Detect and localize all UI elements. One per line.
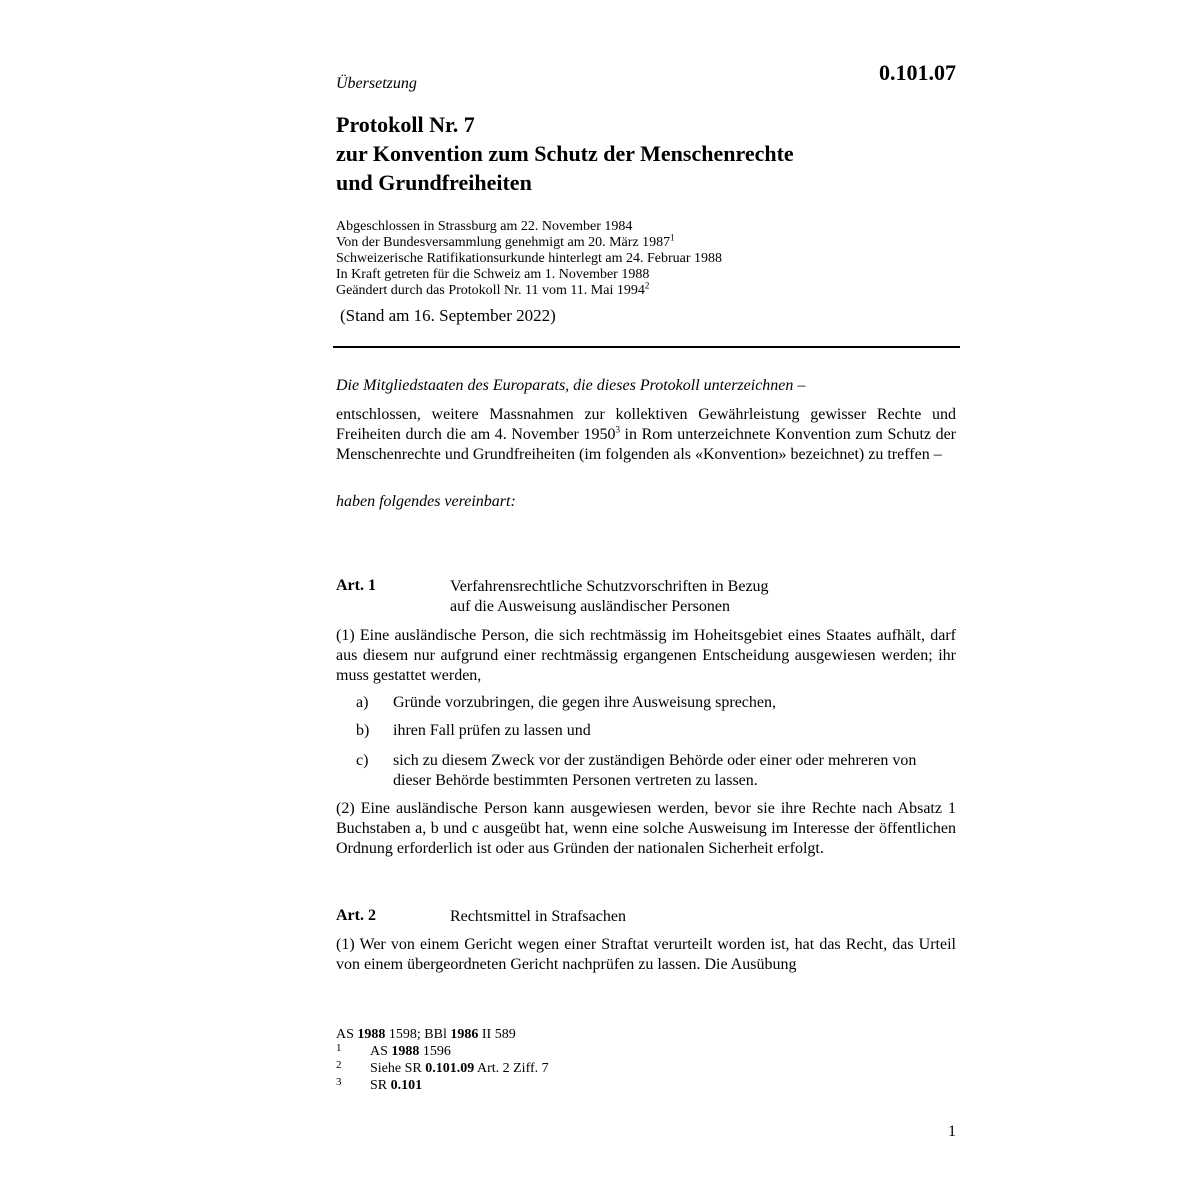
article-2-number: Art. 2 (336, 907, 376, 924)
footnote-ref-1[interactable]: 1 (670, 232, 675, 243)
title-line-2: zur Konvention zum Schutz der Menschenrechte (336, 141, 794, 166)
meta-ratification: Schweizerische Ratifikationsurkunde hinterlegt am 24. Februar 1988 (336, 251, 723, 266)
translation-label: Übersetzung (336, 75, 417, 92)
article-1-number: Art. 1 (336, 577, 376, 594)
meta-in-force: In Kraft getreten für die Schweiz am 1. November 1988 (336, 267, 650, 282)
preamble-text: entschlossen, weitere Massnahmen zur kollektiven Gewährleistung gewisser Rechte und Freiheiten durch die am 4. November 1950$^3$ in Rom unterzeichnete Konvention zum Schutz der Menschenrechte und Grundfreiheiten (im folgenden als «Konvention» bezeichnet) zu treffen – (336, 406, 957, 463)
article-1-heading: Verfahrensrechtliche Schutzvorschriften in Bezug auf die Ausweisung ausländischer Personen (450, 578, 769, 615)
footnote-1: 1 AS 1988 1596 (336, 1042, 451, 1059)
preamble-intro: Die Mitgliedstaaten des Europarats, die dieses Protokoll unterzeichnen – (336, 377, 806, 394)
title-line-1: Protokoll Nr. 7 (336, 112, 475, 137)
article-2-heading: Rechtsmittel in Strafsachen (450, 908, 626, 925)
doc-number: 0.101.07 (879, 60, 956, 85)
list-item-text: Gründe vorzubringen, die gegen ihre Ausweisung sprechen, (393, 694, 776, 711)
meta-concluded: Abgeschlossen in Strassburg am 22. November 1984 (336, 219, 633, 234)
title-line-3: und Grundfreiheiten (336, 170, 532, 195)
article-1-para-2: (2) Eine ausländische Person kann ausgewiesen werden, bevor sie ihre Rechte nach Absatz 1 Buchstaben a, b und c ausgeübt hat, wenn eine solche Ausweisung im Interesse der öffentlichen Ordnung erforderlich ist oder aus Gründen der nationalen Sicherheit erfolgt. (336, 800, 956, 857)
metadata-block (336, 219, 722, 299)
footnote-2: 2 Siehe SR 0.101.09 Art. 2 Ziff. 7 (336, 1059, 549, 1076)
footnote-3: 3 SR 0.101 (336, 1076, 423, 1093)
horizontal-rule (333, 346, 960, 348)
meta-approved: Von der Bundesversammlung genehmigt am 20. März 1987$^1$ (336, 232, 675, 250)
source-note: AS 1988 1598; BBl 1986 II 589 (336, 1027, 516, 1042)
page-title (336, 110, 956, 197)
list-item-letter: c) (356, 752, 369, 769)
preamble-agreed: haben folgendes vereinbart: (336, 493, 516, 510)
article-2-para-1: (1) Wer von einem Gericht wegen einer Straftat verurteilt worden ist, hat das Recht, das Urteil von einem übergeordneten Gericht nachprüfen zu lassen. Die Ausübung (336, 936, 956, 973)
list-item-letter: a) (356, 694, 369, 711)
footnote-ref-2[interactable]: 2 (644, 280, 650, 291)
footnotes (336, 1027, 549, 1095)
stand-date: (Stand am 16. September 2022) (340, 306, 556, 325)
meta-amended: Geändert durch das Protokoll Nr. 11 vom 11. Mai 1994$^2$ (336, 280, 650, 298)
list-item-letter: b) (356, 722, 370, 739)
footnote-ref-3[interactable]: 3 (615, 424, 620, 435)
page-number: 1 (948, 1123, 956, 1140)
list-item-text: sich zu diesem Zweck vor der zuständigen Behörde oder einer oder mehreren von dieser Behörde bestimmten Personen vertreten zu lassen. (393, 752, 917, 789)
list-item-text: ihren Fall prüfen zu lassen und (393, 722, 591, 739)
article-1-para-1: (1) Eine ausländische Person, die sich rechtmässig im Hoheitsgebiet eines Staates aufhält, darf aus diesem nur aufgrund einer rechtmässig ergangenen Entscheidung ausgewiesen werden; ihr muss gestattet werden, (336, 627, 956, 684)
